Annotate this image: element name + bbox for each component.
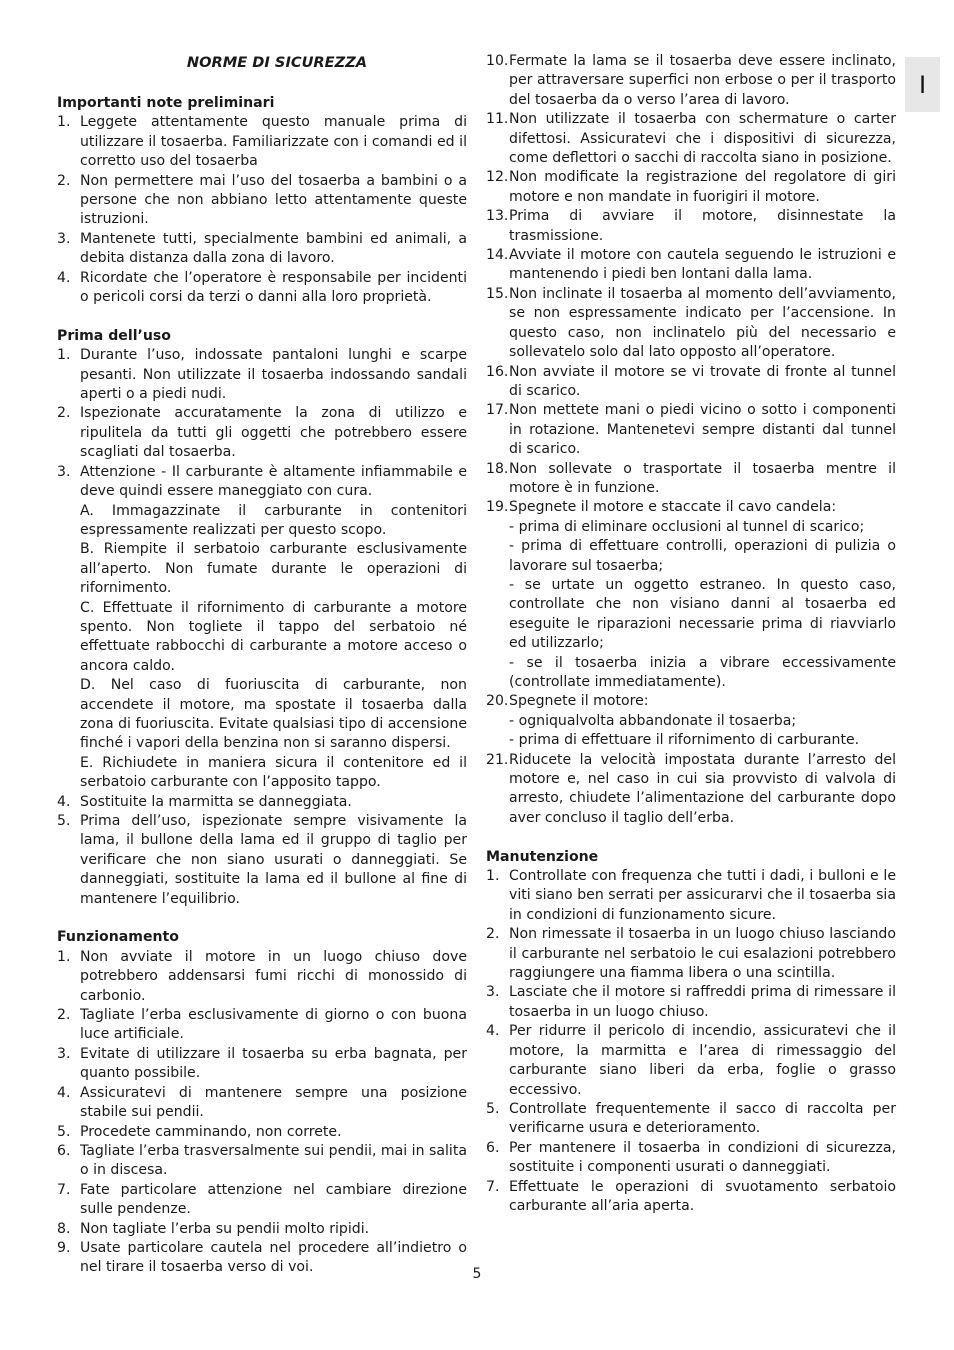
item-text: Non avviate il motore in un luogo chiuso dove potrebbero addensarsi fumi ricchi di monossido di carbonio. xyxy=(80,948,467,1004)
item-number: 15. xyxy=(486,285,509,302)
item-number: 3. xyxy=(57,463,71,480)
list-item xyxy=(57,812,467,909)
item-number: 1. xyxy=(57,114,71,131)
item-text: Sostituite la marmitta se danneggiata. xyxy=(80,793,352,810)
page-number: 5 xyxy=(472,1266,482,1282)
item-number: 1. xyxy=(57,347,71,364)
sub-paragraph: B. Riempite il serbatoio carburante esclusivamente all’aperto. Non fumate durante le operazioni di rifornimento. xyxy=(80,541,467,597)
dash-item: - ogniqualvolta abbandonate il tosaerba; xyxy=(509,712,797,729)
list-item xyxy=(486,1100,896,1139)
item-number: 6. xyxy=(57,1142,71,1159)
list-item xyxy=(57,404,467,462)
item-text: Durante l’uso, indossate pantaloni lunghi e scarpe pesanti. Non utilizzate il tosaerba indossando sandali aperti o a piedi nudi. xyxy=(80,347,467,403)
item-number: 9. xyxy=(57,1239,71,1256)
item-text: Per mantenere il tosaerba in condizioni di sicurezza, sostituite i componenti usurati o danneggiati. xyxy=(509,1139,896,1176)
item-number: 16. xyxy=(486,363,509,380)
item-number: 2. xyxy=(57,405,71,422)
list-item xyxy=(486,1139,896,1178)
item-text: Ricordate che l’operatore è responsabile per incidenti o pericoli corsi da terzi o danni alla loro proprietà. xyxy=(80,269,467,306)
item-text: Usate particolare cautela nel procedere all’indietro o nel tirare il tosaerba verso di voi. xyxy=(80,1239,467,1276)
item-text: Riducete la velocità impostata durante l’arresto del motore e, nel caso in cui sia provvisto di valvola di arresto, chiudete l’alimentazione del carburante dopo aver concluso il taglio dell’erba. xyxy=(509,751,896,826)
dash-item: - prima di eliminare occlusioni al tunnel di scarico; xyxy=(509,518,865,535)
item-number: 1. xyxy=(486,868,500,885)
item-text: Per ridurre il pericolo di incendio, assicuratevi che il motore, la marmitta e l’area di rimessaggio del carburante siano liberi da erba, foglie o grasso eccessivo. xyxy=(509,1023,896,1098)
item-text: Controllate con frequenza che tutti i dadi, i bulloni e le viti siano ben serrati per assicurarvi che il tosaerba sia in condizioni di funzionamento sicure. xyxy=(509,868,896,923)
item-text: Tagliate l’erba esclusivamente di giorno o con buona luce artificiale. xyxy=(80,1007,467,1043)
item-number: 21. xyxy=(486,751,509,768)
list-item xyxy=(57,1220,467,1239)
list-item xyxy=(486,1178,896,1217)
page-title: NORME DI SICUREZZA xyxy=(186,54,368,71)
right-column xyxy=(486,52,896,1216)
dash-item: - se il tosaerba inizia a vibrare eccessivamente (controllate immediatamente). xyxy=(509,654,896,690)
item-number: 19. xyxy=(486,499,509,516)
list-item xyxy=(486,401,896,459)
left-sections xyxy=(57,94,467,1278)
item-text: Non inclinate il tosaerba al momento dell’avviamento, se non espressamente indicato per l’accensione. In questo caso, non inclinatelo più del necessario e sollevatelo solo dal lato opposto all’operatore. xyxy=(509,285,896,361)
list-item xyxy=(486,110,896,168)
list-item xyxy=(486,52,896,110)
item-text: Tagliate l’erba trasversalmente sui pendii, mai in salita o in discesa. xyxy=(80,1142,467,1179)
item-text: Non rimessate il tosaerba in un luogo chiuso lasciando il carburante nel serbatoio le cui esalazioni potrebbero raggiungere una fiamma libera o una scintilla. xyxy=(509,926,896,982)
sub-paragraph: D. Nel caso di fuoriuscita di carburante, non accendete il motore, ma spostate il tosaerba dalla zona di fuoriuscita. Evitate qualsiasi tipo di accensione finché i vapori della benzina non si saranno dispersi. xyxy=(80,677,467,752)
list-item xyxy=(57,269,467,308)
dash-item: - prima di effettuare controlli, operazioni di pulizia o lavorare sul tosaerba; xyxy=(509,538,896,574)
list-item xyxy=(57,172,467,230)
sub-paragraph: C. Effettuate il rifornimento di carburante a motore spento. Non togliete il tappo del serbatoio né effettuate rabbocchi di carburante a motore acceso o ancora caldo. xyxy=(80,599,467,674)
item-number: 4. xyxy=(486,1023,500,1040)
section-heading: Funzionamento xyxy=(57,929,179,946)
section-heading-manutenzione: Manutenzione xyxy=(486,848,599,865)
section-heading: Prima dell’uso xyxy=(57,327,171,344)
list-item xyxy=(57,230,467,269)
list-item xyxy=(486,498,896,692)
list-item xyxy=(57,1142,467,1181)
list-item xyxy=(57,113,467,171)
list-item xyxy=(486,285,896,363)
item-number: 7. xyxy=(486,1178,500,1195)
item-number: 5. xyxy=(57,1123,71,1140)
section-list xyxy=(57,346,467,909)
item-text: Fermate la lama se il tosaerba deve essere inclinato, per attraversare superfici non erbose o per il trasporto del tosaerba da o verso l’area di lavoro. xyxy=(509,53,896,108)
list-item xyxy=(57,948,467,1006)
list-item xyxy=(486,925,896,983)
item-text: Avviate il motore con cautela seguendo le istruzioni e mantenendo i piedi ben lontani dalla lama. xyxy=(509,247,896,283)
list-item xyxy=(486,751,896,829)
item-text: Controllate frequentemente il sacco di raccolta per verificarne usura e deterioramento. xyxy=(509,1100,896,1137)
item-number: 12. xyxy=(486,169,509,186)
item-text: Leggete attentamente questo manuale prima di utilizzare il tosaerba. Familiarizzate con i comandi ed il corretto uso del tosaerba xyxy=(80,114,467,170)
item-number: 2. xyxy=(486,926,500,943)
sub-paragraph: E. Richiudete in maniera sicura il contenitore ed il serbatoio carburante con l’apposito tappo. xyxy=(80,754,467,791)
list-item xyxy=(57,1123,467,1142)
list-item xyxy=(57,1084,467,1123)
list-item xyxy=(486,867,896,925)
list-item xyxy=(57,346,467,404)
item-text: Prima di avviare il motore, disinnestate la trasmissione. xyxy=(509,208,896,244)
item-number: 3. xyxy=(57,1045,71,1062)
maintenance-list xyxy=(486,867,896,1216)
language-tab: I xyxy=(905,57,940,112)
list-item xyxy=(486,460,896,499)
item-number: 17. xyxy=(486,402,509,419)
list-item xyxy=(486,692,896,750)
item-text: Spegnete il motore e staccate il cavo candela: xyxy=(509,499,837,516)
list-item xyxy=(486,1022,896,1100)
list-item xyxy=(57,793,467,812)
item-text: Evitate di utilizzare il tosaerba su erba bagnata, per quanto possibile. xyxy=(80,1045,467,1082)
section-heading: Importanti note preliminari xyxy=(57,95,275,111)
item-number: 8. xyxy=(57,1220,71,1237)
item-number: 11. xyxy=(486,111,509,128)
list-item xyxy=(57,463,467,793)
item-text: Non sollevate o trasportate il tosaerba mentre il motore è in funzione. xyxy=(509,460,896,496)
item-text: Non tagliate l’erba su pendii molto ripidi. xyxy=(80,1220,370,1237)
list-item xyxy=(486,168,896,207)
item-number: 20. xyxy=(486,693,509,710)
item-text: Assicuratevi di mantenere sempre una posizione stabile sui pendii. xyxy=(80,1084,467,1121)
item-number: 18. xyxy=(486,460,509,477)
list-item xyxy=(486,363,896,402)
item-number: 3. xyxy=(57,230,71,247)
list-item xyxy=(57,1045,467,1084)
list-item xyxy=(486,246,896,285)
item-number: 7. xyxy=(57,1181,71,1198)
item-number: 10. xyxy=(486,53,509,69)
list-item xyxy=(486,983,896,1022)
item-text: Non avviate il motore se vi trovate di fronte al tunnel di scarico. xyxy=(509,363,896,399)
item-text: Fate particolare attenzione nel cambiare direzione sulle pendenze. xyxy=(80,1181,467,1218)
item-text: Non permettere mai l’uso del tosaerba a bambini o a persone che non abbiano letto attentamente queste istruzioni. xyxy=(80,172,467,228)
section-list xyxy=(57,948,467,1278)
item-text: Attenzione - Il carburante è altamente infiammabile e deve quindi essere maneggiato con cura. xyxy=(80,463,467,500)
item-text: Non modificate la registrazione del regolatore di giri motore e non mandate in fuorigiri il motore. xyxy=(509,169,896,205)
item-text: Prima dell’uso, ispezionate sempre visivamente la lama, il bullone della lama ed il gruppo di taglio per verificare che non siano usurati o danneggiati. Se danneggiati, sostituite la lama ed il bullone al fine di mantenere l’equilibrio. xyxy=(80,813,467,907)
item-number: 14. xyxy=(486,247,509,264)
list-item xyxy=(57,1006,467,1045)
item-text: Spegnete il motore: xyxy=(509,693,649,710)
item-text: Lasciate che il motore si raffreddi prima di rimessare il tosaerba in un luogo chiuso. xyxy=(509,984,896,1020)
item-text: Mantenete tutti, specialmente bambini ed animali, a debita distanza dalla zona di lavoro. xyxy=(80,230,467,267)
item-number: 13. xyxy=(486,208,509,225)
dash-item: - se urtate un oggetto estraneo. In questo caso, controllate che non visiano danni al tosaerba ed eseguite le riparazioni necessarie prima di riavviarlo ed utilizzarlo; xyxy=(509,576,896,652)
dash-item: - prima di effettuare il rifornimento di carburante. xyxy=(509,732,860,749)
item-text: Non mettete mani o piedi vicino o sotto i componenti in rotazione. Mantenetevi sempre distanti dal tunnel di scarico. xyxy=(509,402,896,458)
item-number: 4. xyxy=(57,269,71,286)
list-item xyxy=(57,1181,467,1220)
item-text: Ispezionate accuratamente la zona di utilizzo e ripulitela da tutti gli oggetti che potrebbero essere scagliati dal tosaerba. xyxy=(80,405,467,461)
item-number: 5. xyxy=(486,1100,500,1117)
item-text: Non utilizzate il tosaerba con schermature o carter difettosi. Assicuratevi che i dispositivi di sicurezza, come deflettori o sacchi di raccolta siano in posizione. xyxy=(509,111,896,167)
item-text: Effettuate le operazioni di svuotamento serbatoio carburante all’aria aperta. xyxy=(509,1178,896,1214)
item-number: 4. xyxy=(57,1084,71,1101)
item-number: 5. xyxy=(57,813,71,830)
section-list xyxy=(57,113,467,307)
item-number: 2. xyxy=(57,1007,71,1024)
item-number: 3. xyxy=(486,984,500,1001)
item-number: 1. xyxy=(57,948,71,965)
item-number: 4. xyxy=(57,793,71,810)
sub-paragraph: A. Immagazzinate il carburante in contenitori espressamente realizzati per questo scopo. xyxy=(80,502,467,538)
item-number: 6. xyxy=(486,1139,500,1156)
list-item xyxy=(486,207,896,246)
item-text: Procedete camminando, non correte. xyxy=(80,1123,342,1140)
left-column xyxy=(57,52,467,1278)
safety-list-continued xyxy=(486,52,896,828)
item-number: 2. xyxy=(57,172,71,189)
